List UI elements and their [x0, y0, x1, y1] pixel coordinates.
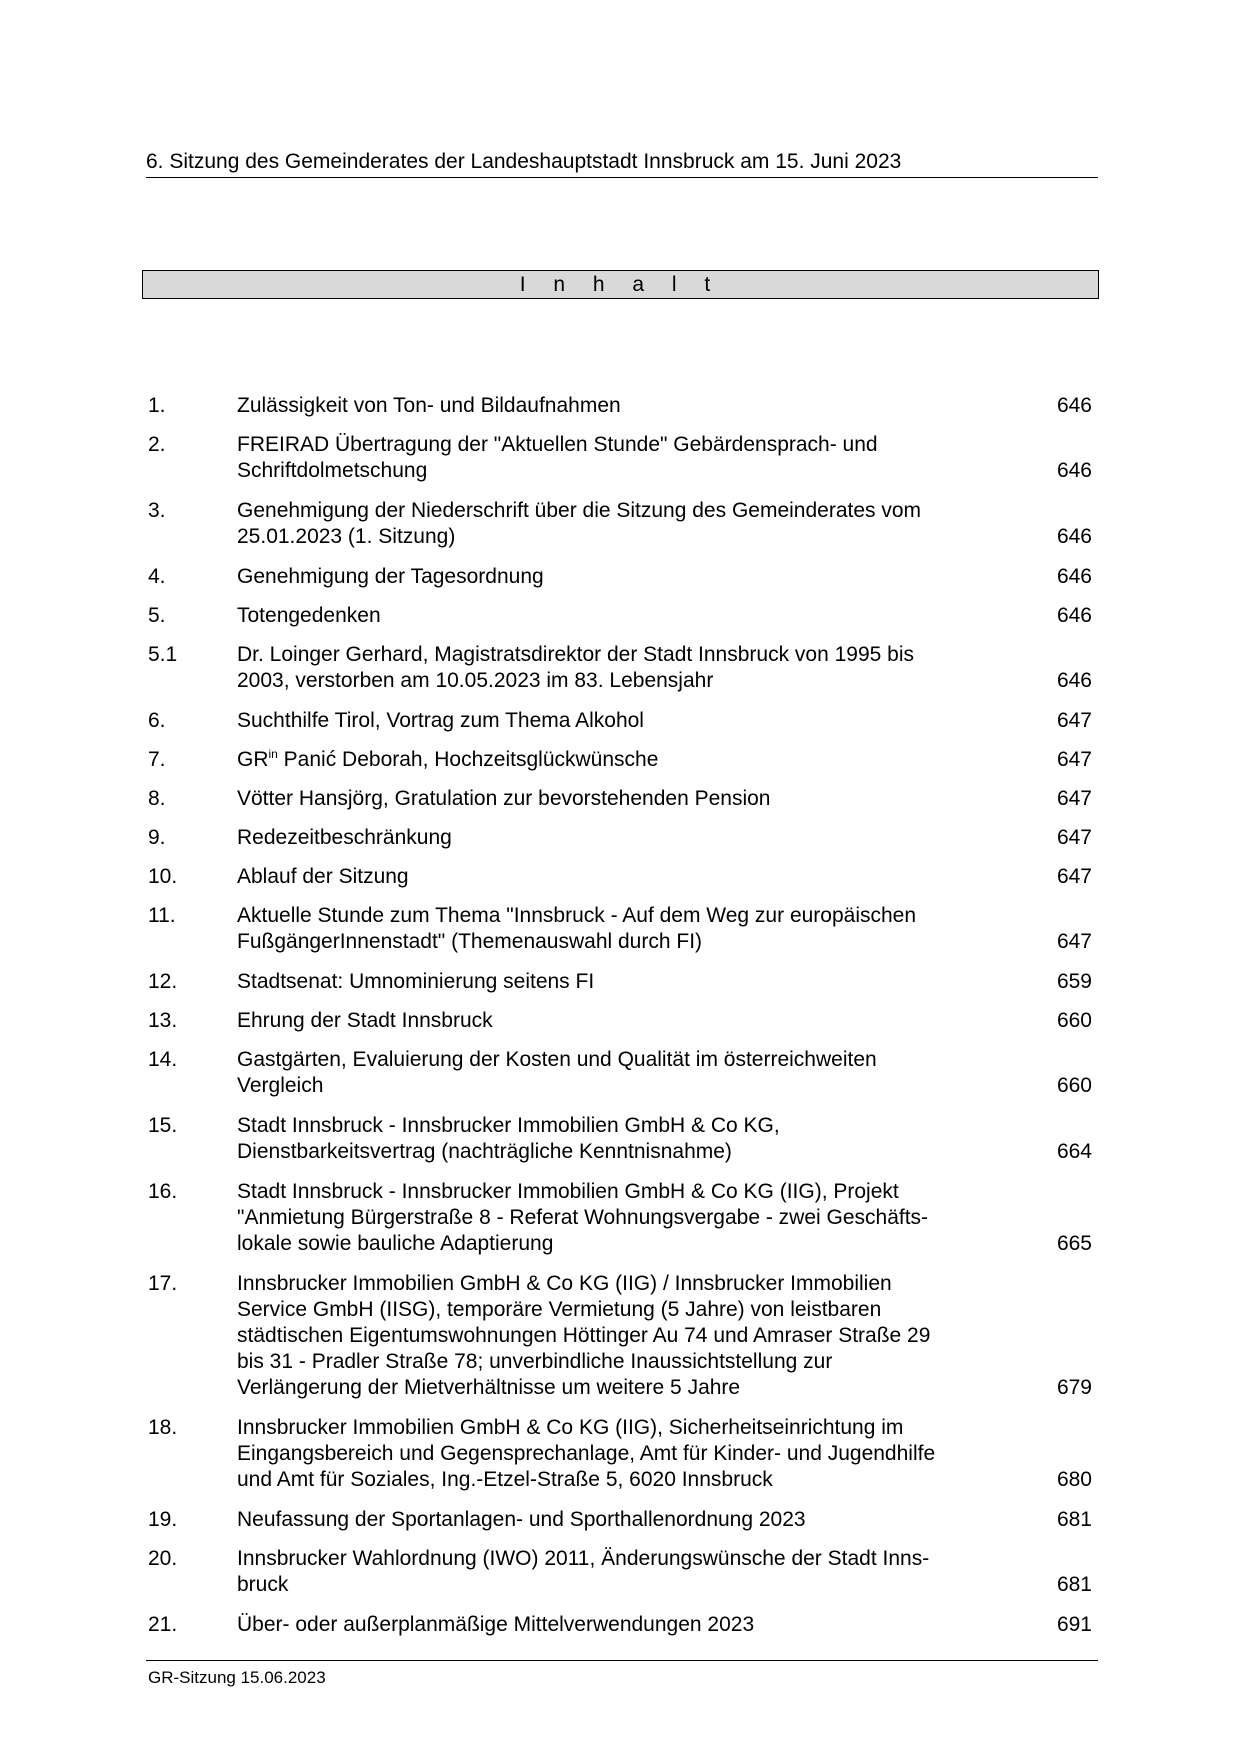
toc-entry-title: Genehmigung der Tagesordnung [237, 565, 544, 588]
toc-entry-title: FußgängerInnenstadt" (Themenauswahl durch FI) [237, 930, 703, 953]
toc-entry-title: Innsbrucker Immobilien GmbH & Co KG (IIG) / Innsbrucker Immobilien [237, 1272, 892, 1295]
toc-entry-title: Eingangsbereich und Gegensprechanlage, Amt für Kinder- und Jugendhilfe [237, 1442, 936, 1465]
toc-entry-number: 16. [148, 1180, 178, 1203]
toc-entry-title-superscript: in [268, 747, 278, 761]
toc-entry-page-number: 646 [1056, 394, 1092, 417]
toc-entry-number: 1. [148, 394, 166, 417]
toc-entry-page-number: 664 [1056, 1140, 1092, 1163]
toc-entry-title: und Amt für Soziales, Ing.-Etzel-Straße 5, 6020 Innsbruck [237, 1468, 773, 1491]
toc-entry-title: Gastgärten, Evaluierung der Kosten und Qualität im österreichweiten [237, 1048, 877, 1071]
toc-entry-title: Suchthilfe Tirol, Vortrag zum Thema Alkohol [237, 709, 644, 732]
toc-entry-title: Stadt Innsbruck - Innsbrucker Immobilien GmbH & Co KG (IIG), Projekt [237, 1180, 899, 1203]
toc-entry-page-number: 665 [1056, 1232, 1092, 1255]
toc-entry-page-number: 646 [1056, 669, 1092, 692]
toc-entry-number: 7. [148, 748, 166, 771]
toc-entry-number: 19. [148, 1508, 178, 1531]
toc-entry-number: 18. [148, 1416, 178, 1439]
toc-entry-title: Service GmbH (IISG), temporäre Vermietung (5 Jahre) von leistbaren [237, 1298, 882, 1321]
toc-entry-page-number: 646 [1056, 525, 1092, 548]
toc-entry-title: Ehrung der Stadt Innsbruck [237, 1009, 493, 1032]
toc-entry-number: 14. [148, 1048, 178, 1071]
toc-entry-page-number: 646 [1056, 565, 1092, 588]
toc-entry-title: Ablauf der Sitzung [237, 865, 409, 888]
toc-entry-page-number: 691 [1056, 1613, 1092, 1636]
header-divider [146, 177, 1098, 178]
toc-entry-title: bis 31 - Pradler Straße 78; unverbindliche Inaussichtstellung zur [237, 1350, 833, 1373]
toc-entry-page-number: 659 [1056, 970, 1092, 993]
toc-entry-page-number: 646 [1056, 459, 1092, 482]
toc-entry-title: Stadt Innsbruck - Innsbrucker Immobilien GmbH & Co KG, [237, 1114, 780, 1137]
toc-entry-title-prefix: GR [237, 748, 269, 771]
toc-entry-title: 25.01.2023 (1. Sitzung) [237, 525, 456, 548]
section-heading-box [142, 270, 1099, 299]
toc-entry-number: 8. [148, 787, 166, 810]
toc-entry-page-number: 646 [1056, 604, 1092, 627]
toc-entry-title: Innsbrucker Immobilien GmbH & Co KG (IIG), Sicherheitseinrichtung im [237, 1416, 904, 1439]
toc-entry-title: $GR^{in}$ Panić Deborah, Hochzeitsglückwünsche [237, 747, 659, 771]
toc-entry-page-number: 647 [1056, 865, 1092, 888]
toc-entry-title: Schriftdolmetschung [237, 459, 428, 482]
toc-entry-title: Stadtsenat: Umnominierung seitens FI [237, 970, 595, 993]
toc-entry-number: 15. [148, 1114, 178, 1137]
toc-entry-title: Über- oder außerplanmäßige Mittelverwendungen 2023 [237, 1613, 755, 1636]
toc-entry-number: 13. [148, 1009, 178, 1032]
section-heading: I n h a l t [519, 273, 722, 296]
toc-entry-title: FREIRAD Übertragung der "Aktuellen Stunde" Gebärdensprach- und [237, 433, 878, 456]
toc-entry-title: Zulässigkeit von Ton- und Bildaufnahmen [237, 394, 621, 417]
toc-entry-number: 10. [148, 865, 178, 888]
toc-entry-number: 12. [148, 970, 178, 993]
toc-entry-number: 4. [148, 565, 166, 588]
toc-entry-page-number: 647 [1056, 709, 1092, 732]
toc-entry-page-number: 647 [1056, 787, 1092, 810]
toc-entry-title: Innsbrucker Wahlordnung (IWO) 2011, Änderungswünsche der Stadt Inns- [237, 1547, 930, 1570]
toc-entry-title: Vergleich [237, 1074, 324, 1097]
toc-entry-title: 2003, verstorben am 10.05.2023 im 83. Lebensjahr [237, 669, 714, 692]
toc-entry-number: 6. [148, 709, 166, 732]
toc-entry-title: städtischen Eigentumswohnungen Höttinger Au 74 und Amraser Straße 29 [237, 1324, 931, 1347]
toc-entry-title: Totengedenken [237, 604, 381, 627]
toc-entry-page-number: 647 [1056, 826, 1092, 849]
page-header-title: 6. Sitzung des Gemeinderates der Landeshauptstadt Innsbruck am 15. Juni 2023 [146, 150, 902, 173]
toc-entry-page-number: 660 [1056, 1009, 1092, 1032]
toc-entry-title: Verlängerung der Mietverhältnisse um weitere 5 Jahre [237, 1376, 741, 1399]
toc-entry-page-number: 680 [1056, 1468, 1092, 1491]
toc-entry-title: lokale sowie bauliche Adaptierung [237, 1232, 554, 1255]
toc-entry-title: Redezeitbeschränkung [237, 826, 452, 849]
toc-entry-number: 20. [148, 1547, 178, 1570]
toc-entry-number: 2. [148, 433, 166, 456]
toc-entry-page-number: 647 [1056, 748, 1092, 771]
toc-entry-number: 5.1 [148, 643, 178, 666]
toc-entry-page-number: 681 [1056, 1508, 1092, 1531]
toc-entry-number: 3. [148, 499, 166, 522]
toc-entry-number: 9. [148, 826, 166, 849]
toc-entry-page-number: 679 [1056, 1376, 1092, 1399]
toc-entry-number: 5. [148, 604, 166, 627]
toc-entry-title: "Anmietung Bürgerstraße 8 - Referat Wohnungsvergabe - zwei Geschäfts- [237, 1206, 929, 1229]
toc-entry-title: Neufassung der Sportanlagen- und Sporthallenordnung 2023 [237, 1508, 806, 1531]
toc-entry-number: 21. [148, 1613, 178, 1636]
footer-divider [146, 1660, 1098, 1661]
toc-entry-title: Genehmigung der Niederschrift über die Sitzung des Gemeinderates vom [237, 499, 922, 522]
toc-entry-title: Aktuelle Stunde zum Thema "Innsbruck - Auf dem Weg zur europäischen [237, 904, 917, 927]
toc-entry-page-number: 647 [1056, 930, 1092, 953]
toc-entry-title: Dienstbarkeitsvertrag (nachträgliche Kenntnisnahme) [237, 1140, 732, 1163]
page-footer: GR-Sitzung 15.06.2023 [148, 1668, 326, 1687]
toc-entry-title: bruck [237, 1573, 289, 1596]
toc-entry-title: Vötter Hansjörg, Gratulation zur bevorstehenden Pension [237, 787, 771, 810]
toc-entry-page-number: 681 [1056, 1573, 1092, 1596]
toc-entry-title: Dr. Loinger Gerhard, Magistratsdirektor der Stadt Innsbruck von 1995 bis [237, 643, 915, 666]
toc-entry-number: 11. [148, 904, 176, 927]
toc-entry-number: 17. [148, 1272, 178, 1295]
toc-entry-page-number: 660 [1056, 1074, 1092, 1097]
